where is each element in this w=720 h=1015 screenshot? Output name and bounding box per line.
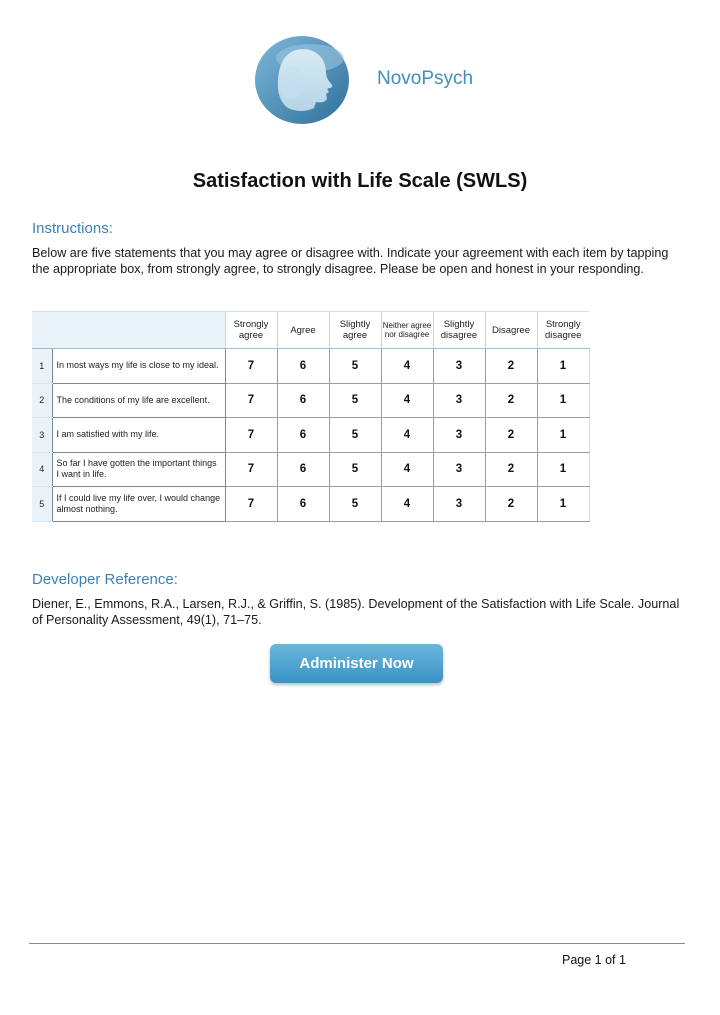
instructions-heading: Instructions:	[32, 220, 113, 237]
rating-option-cell[interactable]: 2	[485, 349, 537, 384]
rating-option-cell[interactable]: 2	[485, 418, 537, 453]
rating-option-cell[interactable]: 3	[433, 418, 485, 453]
column-header-agree: Agree	[277, 312, 329, 349]
item-statement: In most ways my life is close to my ideal.	[52, 349, 225, 384]
rating-option-cell[interactable]: 7	[225, 418, 277, 453]
brand-name: NovoPsych	[377, 68, 474, 89]
rating-option-cell[interactable]: 1	[537, 418, 589, 453]
item-number: 3	[32, 418, 52, 453]
column-header-strongly-disagree: Strongly disagree	[537, 312, 589, 349]
rating-option-cell[interactable]: 2	[485, 452, 537, 487]
table-row	[32, 418, 589, 453]
instructions-text: Below are five statements that you may agree or disagree with. Indicate your agreement with each item by tapping the appropriate box, from strongly agree, to strongly disagree. Please be open and honest in your responding.	[32, 246, 669, 276]
rating-option-cell[interactable]: 6	[277, 383, 329, 418]
column-header-slightly-disagree: Slightly disagree	[433, 312, 485, 349]
rating-option-cell[interactable]: 5	[329, 418, 381, 453]
column-header-neither: Neither agree nor disagree	[381, 312, 433, 349]
swls-rating-table	[32, 311, 590, 522]
rating-option-cell[interactable]: 6	[277, 349, 329, 384]
item-statement: If I could live my life over, I would change almost nothing.	[52, 487, 225, 522]
item-statement: I am satisfied with my life.	[52, 418, 225, 453]
head-profile-ring-logo-icon	[252, 28, 352, 128]
rating-option-cell[interactable]: 3	[433, 349, 485, 384]
column-header-disagree: Disagree	[485, 312, 537, 349]
item-number: 5	[32, 487, 52, 522]
page-title: Satisfaction with Life Scale (SWLS)	[192, 170, 528, 192]
rating-option-cell[interactable]: 5	[329, 383, 381, 418]
administer-now-button[interactable]: Administer Now	[270, 644, 443, 683]
developer-reference-text: Diener, E., Emmons, R.A., Larsen, R.J., & Griffin, S. (1985). Development of the Satisfaction with Life Scale. Journal of Personality Assessment, 49(1), 71–75.	[32, 597, 680, 627]
rating-option-cell[interactable]: 2	[485, 487, 537, 522]
item-number: 4	[32, 452, 52, 487]
rating-option-cell[interactable]: 6	[277, 452, 329, 487]
rating-option-cell[interactable]: 1	[537, 452, 589, 487]
rating-option-cell[interactable]: 7	[225, 383, 277, 418]
page-number: Page 1 of 1	[562, 953, 626, 967]
table-row	[32, 383, 589, 418]
rating-option-cell[interactable]: 4	[381, 487, 433, 522]
rating-option-cell[interactable]: 2	[485, 383, 537, 418]
rating-option-cell[interactable]: 5	[329, 452, 381, 487]
footer-divider	[29, 943, 685, 944]
rating-option-cell[interactable]: 1	[537, 349, 589, 384]
rating-option-cell[interactable]: 4	[381, 349, 433, 384]
table-row	[32, 349, 589, 384]
rating-option-cell[interactable]: 5	[329, 487, 381, 522]
rating-option-cell[interactable]: 4	[381, 418, 433, 453]
rating-option-cell[interactable]: 6	[277, 418, 329, 453]
rating-option-cell[interactable]: 1	[537, 487, 589, 522]
rating-option-cell[interactable]: 1	[537, 383, 589, 418]
item-statement: So far I have gotten the important things I want in life.	[52, 452, 225, 487]
item-number: 2	[32, 383, 52, 418]
table-body	[32, 349, 589, 522]
rating-option-cell[interactable]: 6	[277, 487, 329, 522]
rating-option-cell[interactable]: 3	[433, 487, 485, 522]
rating-option-cell[interactable]: 3	[433, 452, 485, 487]
novopsych-logo	[252, 28, 352, 128]
rating-option-cell[interactable]: 3	[433, 383, 485, 418]
rating-option-cell[interactable]: 7	[225, 452, 277, 487]
column-header-slightly-agree: Slightly agree	[329, 312, 381, 349]
table-row	[32, 487, 589, 522]
item-statement: The conditions of my life are excellent.	[52, 383, 225, 418]
item-number: 1	[32, 349, 52, 384]
table-header-row	[32, 312, 589, 349]
column-header-strongly-agree: Strongly agree	[225, 312, 277, 349]
rating-option-cell[interactable]: 7	[225, 487, 277, 522]
rating-option-cell[interactable]: 4	[381, 383, 433, 418]
rating-option-cell[interactable]: 5	[329, 349, 381, 384]
table-row	[32, 452, 589, 487]
table-header-corner	[32, 312, 225, 349]
developer-reference-heading: Developer Reference:	[32, 571, 178, 588]
rating-option-cell[interactable]: 7	[225, 349, 277, 384]
rating-option-cell[interactable]: 4	[381, 452, 433, 487]
